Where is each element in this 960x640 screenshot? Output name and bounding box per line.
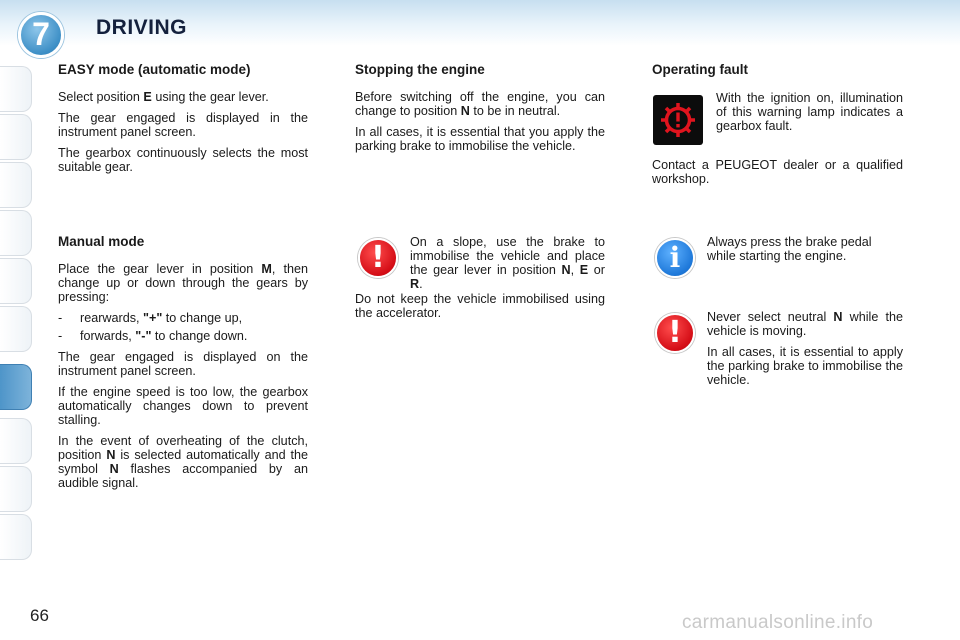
fault-lamp-note: [716, 91, 903, 140]
manual-mode-p4: In the event of overheating of the clutch, position N is selected automatically and the symbol N flashes accompanied by an audible signal.: [58, 434, 308, 490]
watermark: carmanualsonline.info: [682, 612, 874, 633]
chapter-tab-7-active[interactable]: [0, 364, 32, 410]
chapter-number: 7: [32, 16, 50, 52]
page-number: 66: [30, 606, 49, 625]
neutral-warning-text: Never select neutral N while the vehicle is moving.: [707, 310, 903, 338]
easy-mode-p3: The gearbox continuously selects the most suitable gear.: [58, 146, 308, 174]
warning-icon: !: [358, 238, 398, 278]
warning-icon: !: [655, 313, 695, 353]
stopping-p1: Before switching off the engine, you can change to position N to be in neutral.: [355, 90, 605, 118]
chapter-badge: [18, 12, 64, 58]
parking-brake-text: In all cases, it is essential to apply the parking brake to immobilise the vehicle.: [707, 345, 903, 387]
fault-heading: Operating fault: [652, 62, 749, 77]
chapter-tab-9[interactable]: [0, 466, 32, 512]
dealer-contact-text: Contact a PEUGEOT dealer or a qualified workshop.: [652, 158, 903, 186]
manual-mode-p3: If the engine speed is too low, the gearbox automatically changes down to prevent stalling.: [58, 385, 308, 427]
easy-mode-p1: Select position E using the gear lever.: [58, 90, 269, 104]
chapter-tab-2[interactable]: [0, 114, 32, 160]
list-item: - rearwards, "+" to change up,: [58, 311, 243, 325]
chapter-tab-8[interactable]: [0, 418, 32, 464]
stopping-p2: In all cases, it is essential that you apply the parking brake to immobilise the vehicle.: [355, 125, 605, 153]
easy-mode-section: [58, 63, 308, 181]
chapter-tab-3[interactable]: [0, 162, 32, 208]
manual-mode-p1: Place the gear lever in position M, then change up or down through the gears by pressing:: [58, 262, 308, 304]
chapter-title: DRIVING: [96, 16, 188, 39]
slope-warning-text: On a slope, use the brake to immobilise the vehicle and place the gear lever in position N, E or R.: [410, 235, 606, 291]
stopping-section: [355, 63, 605, 160]
accelerator-note: [355, 292, 605, 327]
neutral-warning-note: [707, 310, 903, 394]
stopping-heading: Stopping the engine: [355, 62, 485, 77]
dealer-contact-note: [652, 158, 903, 193]
manual-mode-section: [58, 235, 308, 497]
easy-mode-heading: EASY mode (automatic mode): [58, 62, 251, 77]
chapter-tab-6[interactable]: [0, 306, 32, 352]
brake-pedal-note: [707, 235, 903, 270]
chapter-tab-1[interactable]: [0, 66, 32, 112]
manual-mode-heading: Manual mode: [58, 234, 145, 249]
manual-mode-p2: The gear engaged is displayed on the instrument panel screen.: [58, 350, 308, 378]
accelerator-text: Do not keep the vehicle immobilised using the accelerator.: [355, 292, 605, 320]
brake-pedal-text: Always press the brake pedal while starting the engine.: [707, 235, 872, 263]
chapter-tab-5[interactable]: [0, 258, 32, 304]
list-item: - forwards, "-" to change down.: [58, 329, 248, 343]
fault-lamp-text: With the ignition on, illumination of this warning lamp indicates a gearbox fault.: [716, 91, 903, 133]
slope-warning-note: [410, 235, 605, 298]
chapter-tab-4[interactable]: [0, 210, 32, 256]
fault-section: [652, 63, 902, 90]
chapter-tab-10[interactable]: [0, 514, 32, 560]
chapter-tabs: [0, 66, 34, 576]
easy-mode-p2: The gear engaged is displayed in the instrument panel screen.: [58, 111, 308, 139]
info-icon: i: [655, 238, 695, 278]
gearbox-fault-warning-lamp-icon: [653, 95, 703, 145]
